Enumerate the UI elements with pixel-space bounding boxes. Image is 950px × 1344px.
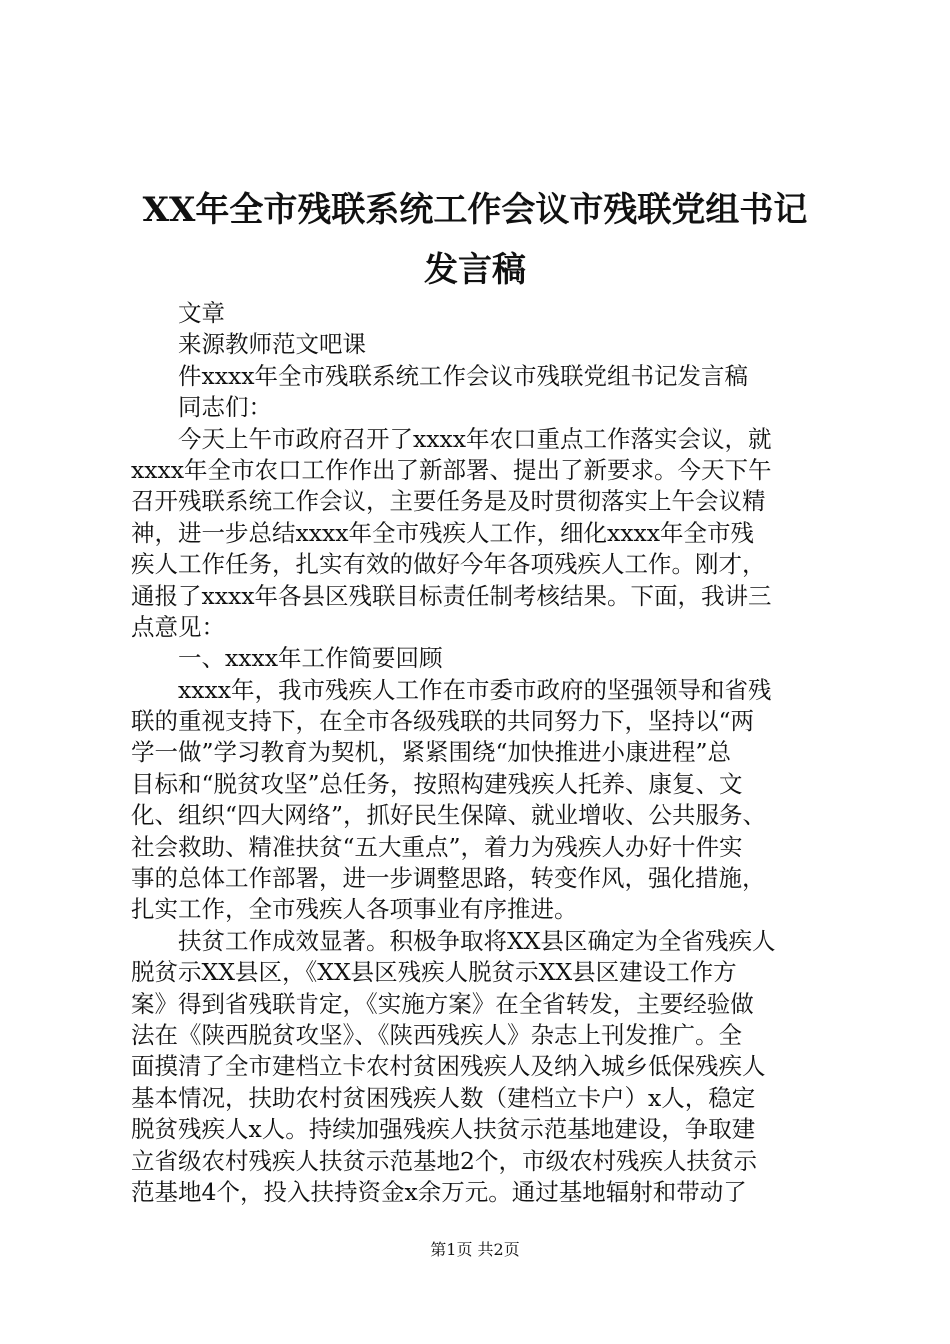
body-text-line: 来源教师范文吧课: [178, 330, 366, 359]
body-text-line: 点意见：: [131, 612, 225, 641]
body-text-line: 学一做”学习教育为契机，紧紧围绕“加快推进小康进程”总: [131, 738, 732, 767]
body-text-line: xxxx年全市农口工作作出了新部署、提出了新要求。今天下午: [131, 455, 772, 484]
body-text-line: 今天上午市政府召开了xxxx年农口重点工作落实会议，就: [178, 424, 772, 453]
title-line: 发言稿: [424, 250, 526, 290]
body-text-line: 基本情况，扶助农村贫困残疾人数（建档立卡户）x人，稳定: [131, 1083, 756, 1112]
body-text-line: 同志们：: [178, 393, 272, 422]
body-text-line: 扶贫工作成效显著。积极争取将XX县区确定为全省残疾人: [178, 926, 776, 955]
body-text-line: 联的重视支持下，在全市各级残联的共同努力下，坚持以“两: [131, 707, 755, 736]
page-footer: 第1页 共2页: [430, 1240, 520, 1259]
body-text-line: 立省级农村残疾人扶贫示范基地2个，市级农村残疾人扶贫示: [131, 1146, 757, 1175]
body-text-line: 件xxxx年全市残联系统工作会议市残联党组书记发言稿: [178, 361, 749, 390]
body-text-line: 脱贫残疾人x人。持续加强残疾人扶贫示范基地建设，争取建: [131, 1115, 756, 1144]
document-title: [110, 180, 840, 300]
body-text-line: 事的总体工作部署，进一步调整思路，转变作风，强化措施，: [131, 864, 766, 893]
body-text-line: 脱贫示XX县区，《XX县区残疾人脱贫示XX县区建设工作方: [131, 958, 737, 987]
body-text-line: 神，进一步总结xxxx年全市残疾人工作，细化xxxx年全市残: [131, 518, 755, 547]
document-body: [131, 298, 830, 1208]
body-text-line: 法在《陕西脱贫攻坚》、《陕西残疾人》杂志上刊发推广。全: [131, 1020, 742, 1049]
body-text-line: 疾人工作任务，扎实有效的做好今年各项残疾人工作。刚才，: [131, 550, 766, 579]
body-text-line: 范基地4个，投入扶持资金x余万元。通过基地辐射和带动了: [131, 1177, 747, 1206]
title-line: XX年全市残联系统工作会议市残联党组书记: [142, 190, 808, 230]
body-text-line: 通报了xxxx年各县区残联目标责任制考核结果。下面，我讲三: [131, 581, 772, 610]
body-text-line: 目标和“脱贫攻坚”总任务，按照构建残疾人托养、康复、文: [131, 769, 743, 798]
body-text-line: 案》得到省残联肯定，《实施方案》在全省转发，主要经验做: [131, 989, 754, 1018]
body-text-line: 召开残联系统工作会议，主要任务是及时贯彻落实上午会议精: [131, 487, 766, 516]
body-text-line: xxxx年，我市残疾人工作在市委市政府的坚强领导和省残: [178, 675, 772, 704]
body-text-line: 社会救助、精准扶贫“五大重点”，着力为残疾人办好十件实: [131, 832, 743, 861]
body-text-line: 扎实工作，全市残疾人各项事业有序推进。: [131, 895, 578, 924]
body-text-line: 化、组织“四大网络”，抓好民生保障、就业增收、公共服务、: [131, 801, 767, 830]
body-text-line: 一、xxxx年工作简要回顾: [178, 644, 443, 673]
body-text-line: 面摸清了全市建档立卡农村贫困残疾人及纳入城乡低保残疾人: [131, 1052, 766, 1081]
body-text-line: 文章: [178, 299, 225, 327]
